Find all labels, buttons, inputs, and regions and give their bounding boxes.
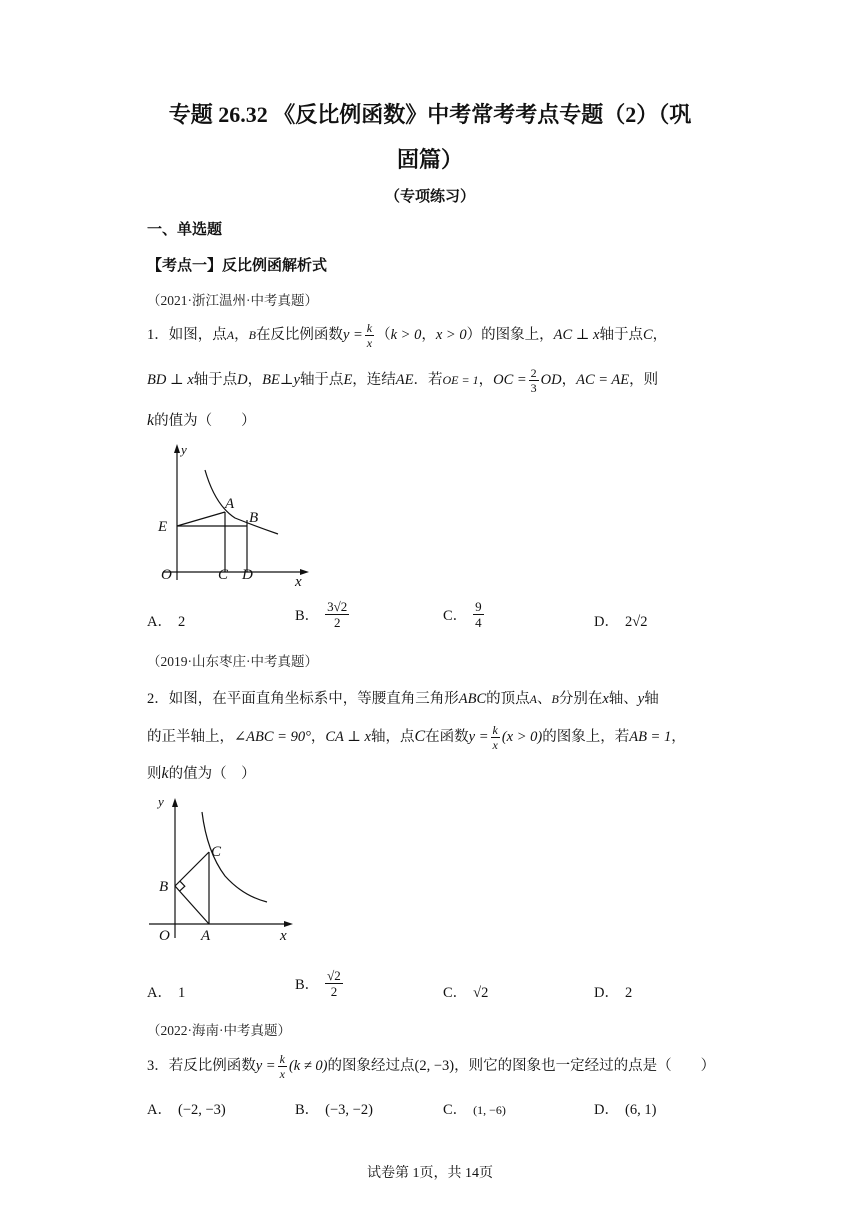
q3-line1: 3．若反比例函数y = $\frac{k}{x}$ (k ≠ 0)的图象经过点(2, −3)，则它的图象也一定经过的点是（ ） xyxy=(147,1052,716,1081)
q1-line1: 1．如图，点A，B在反比例函数y = $\frac{k}{x}$ （k > 0，x > 0）的图象上，AC ⊥ x轴于点C， xyxy=(147,321,668,350)
q2-line-BA xyxy=(175,886,209,924)
q1-line2: BD ⊥ x轴于点D，BE⊥y轴于点E，连结AE．若OE = 1，OC = $\frac{2}{3}$ OD，AC = AE，则 xyxy=(147,366,659,395)
q2-label-C: C xyxy=(211,844,222,860)
q1-y-arrow xyxy=(174,444,180,453)
q2-source: （2019·山东枣庄·中考真题） xyxy=(147,654,318,669)
q3-option-c[interactable]: C． (1, −6) xyxy=(443,1102,506,1118)
q1-line-EA xyxy=(177,512,225,526)
q2-label-x: x xyxy=(280,928,287,944)
q2-x-arrow xyxy=(284,921,293,927)
q2-label-B: B xyxy=(159,879,169,895)
q3-option-b[interactable]: B． (−3, −2) xyxy=(295,1102,373,1118)
q2-right-angle-mark xyxy=(180,881,185,891)
q1-line3: k的值为（ ） xyxy=(147,412,256,429)
page-subtitle: （专项练习） xyxy=(384,189,475,205)
q1-label-O: O xyxy=(161,567,172,583)
q2-line1: 2．如图，在平面直角坐标系中，等腰直角三角形ABC的顶点A、B分别在x轴、y轴 xyxy=(147,691,659,707)
page-title-line2: 固篇） xyxy=(396,147,463,172)
q1-label-x: x xyxy=(295,574,302,590)
q1-label-C: C xyxy=(218,567,229,583)
q1-source: （2021·浙江温州·中考真题） xyxy=(147,293,318,308)
q2-y-arrow xyxy=(172,798,178,807)
q2-figure xyxy=(145,790,300,948)
q2-label-O: O xyxy=(159,928,170,944)
q1-curve xyxy=(205,470,278,534)
q2-label-y: y xyxy=(158,794,164,809)
q1-figure xyxy=(145,440,315,590)
q1-label-D: D xyxy=(242,567,253,583)
q1-label-y: y xyxy=(181,442,187,457)
point-heading: 【考点一】反比例函解析式 xyxy=(147,258,328,274)
q3-option-d[interactable]: D． (6, 1) xyxy=(594,1102,657,1118)
q1-label-B: B xyxy=(249,510,259,526)
q3-option-a[interactable]: A． (−2, −3) xyxy=(147,1102,226,1118)
page-title-line1: 专题 26.32 《反比例函数》中考常考考点专题（2）（巩 xyxy=(168,102,692,127)
q2-line-BC xyxy=(175,852,209,886)
section-heading: 一、单选题 xyxy=(147,222,223,238)
q2-line2: 的正半轴上，∠ABC = 90°，CA ⊥ x轴，点C在函数y = $\frac{k}{x}$ (x > 0)的图象上，若AB = 1， xyxy=(147,723,686,752)
q1-label-E: E xyxy=(158,519,168,535)
q1-label-A: A xyxy=(225,496,235,512)
q3-source: （2022·海南·中考真题） xyxy=(147,1023,291,1038)
q2-option-c[interactable]: C． √2 xyxy=(443,985,489,1001)
q1-option-d[interactable]: D． 2√2 xyxy=(594,614,648,630)
page-footer: 试卷第 1页，共 14页 xyxy=(367,1166,493,1181)
q1-option-a[interactable]: A． 2 xyxy=(147,614,186,630)
q2-option-d[interactable]: D． 2 xyxy=(594,985,633,1001)
q2-label-A: A xyxy=(201,928,211,944)
q2-line3: 则k的值为（ ） xyxy=(147,765,256,782)
q2-option-a[interactable]: A． 1 xyxy=(147,985,186,1001)
q1-option-c[interactable]: C． $\frac{9}{4}$ xyxy=(443,599,482,630)
q1-option-b[interactable]: B． $\frac{3√2}{2}$ xyxy=(295,599,348,630)
q2-option-b[interactable]: B． $\frac{√2}{2}$ xyxy=(295,968,341,999)
